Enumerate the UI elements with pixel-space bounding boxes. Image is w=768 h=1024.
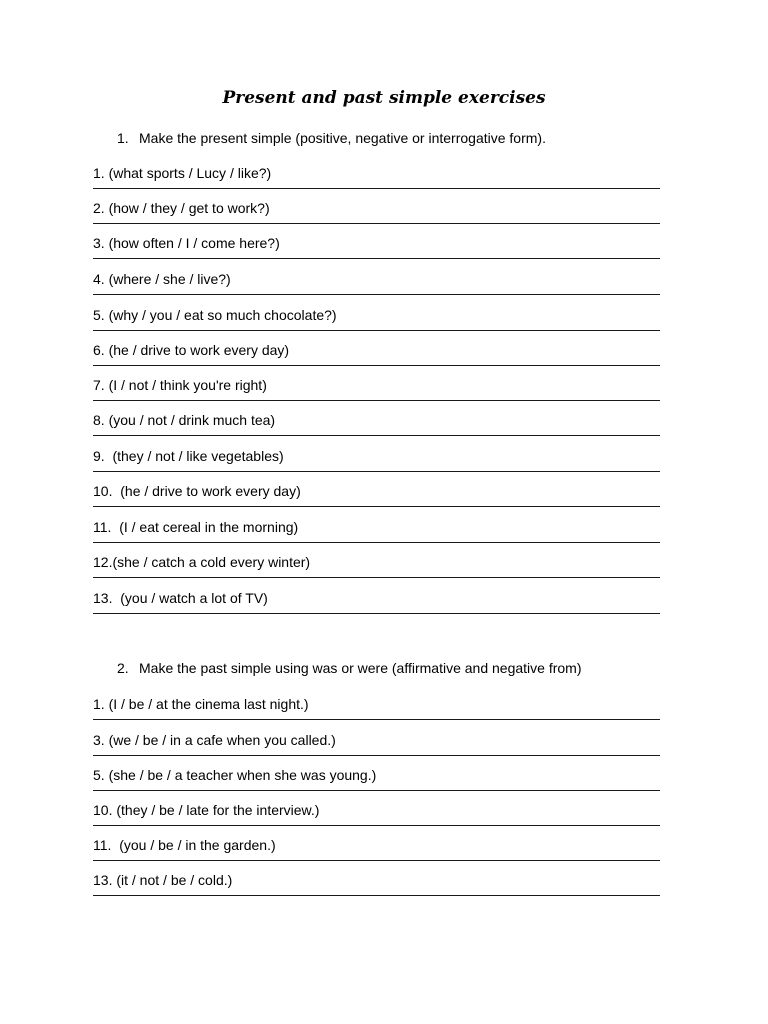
exercise-item — [93, 695, 660, 725]
section-1-heading — [117, 129, 546, 147]
exercise-item — [93, 341, 660, 371]
answer-line[interactable] — [93, 471, 660, 472]
answer-line[interactable] — [93, 755, 660, 756]
answer-line[interactable] — [93, 542, 660, 543]
exercise-prompt: 5. (she / be / a teacher when she was young.) — [93, 767, 377, 783]
answer-line[interactable] — [93, 188, 660, 189]
exercise-item — [93, 306, 660, 336]
exercise-prompt: 3. (how often / I / come here?) — [93, 235, 280, 251]
exercise-prompt: 13. (you / watch a lot of TV) — [93, 590, 268, 606]
answer-line[interactable] — [93, 577, 660, 578]
section-2-number: 2. — [117, 660, 129, 676]
answer-line[interactable] — [93, 719, 660, 720]
answer-line[interactable] — [93, 506, 660, 507]
exercise-prompt: 2. (how / they / get to work?) — [93, 200, 270, 216]
exercise-item — [93, 164, 660, 194]
exercise-item — [93, 589, 660, 619]
answer-line[interactable] — [93, 258, 660, 259]
exercise-prompt: 12.(she / catch a cold every winter) — [93, 554, 311, 570]
exercise-prompt: 1. (I / be / at the cinema last night.) — [93, 696, 309, 712]
exercise-item — [93, 411, 660, 441]
exercise-prompt: 11. (you / be / in the garden.) — [93, 837, 276, 853]
section-2-instruction: Make the past simple using was or were (affirmative and negative from) — [139, 660, 582, 676]
answer-line[interactable] — [93, 223, 660, 224]
exercise-prompt: 3. (we / be / in a cafe when you called.) — [93, 732, 336, 748]
exercise-item — [93, 766, 660, 796]
exercise-item — [93, 518, 660, 548]
exercise-prompt: 1. (what sports / Lucy / like?) — [93, 165, 272, 181]
exercise-prompt: 7. (I / not / think you're right) — [93, 377, 267, 393]
exercise-item — [93, 836, 660, 866]
exercise-item — [93, 447, 660, 477]
exercise-item — [93, 731, 660, 761]
answer-line[interactable] — [93, 860, 660, 861]
section-1-number: 1. — [117, 130, 129, 146]
exercise-prompt: 6. (he / drive to work every day) — [93, 342, 290, 358]
answer-line[interactable] — [93, 435, 660, 436]
section-2-heading — [117, 659, 582, 677]
exercise-item — [93, 553, 660, 583]
answer-line[interactable] — [93, 825, 660, 826]
exercise-prompt: 13. (it / not / be / cold.) — [93, 872, 233, 888]
answer-line[interactable] — [93, 613, 660, 614]
exercise-prompt: 10. (he / drive to work every day) — [93, 483, 301, 499]
answer-line[interactable] — [93, 330, 660, 331]
exercise-item — [93, 234, 660, 264]
answer-line[interactable] — [93, 294, 660, 295]
exercise-item — [93, 199, 660, 229]
exercise-prompt: 8. (you / not / drink much tea) — [93, 412, 276, 428]
answer-line[interactable] — [93, 895, 660, 896]
section-1-instruction: Make the present simple (positive, negative or interrogative form). — [139, 130, 546, 146]
answer-line[interactable] — [93, 365, 660, 366]
exercise-item — [93, 482, 660, 512]
exercise-prompt: 5. (why / you / eat so much chocolate?) — [93, 307, 337, 323]
page-title: Present and past simple exercises — [222, 88, 546, 108]
exercise-item — [93, 871, 660, 901]
exercise-prompt: 11. (I / eat cereal in the morning) — [93, 519, 299, 535]
answer-line[interactable] — [93, 400, 660, 401]
exercise-item — [93, 376, 660, 406]
exercise-prompt: 4. (where / she / live?) — [93, 271, 231, 287]
exercise-prompt: 9. (they / not / like vegetables) — [93, 448, 284, 464]
exercise-item — [93, 801, 660, 831]
answer-line[interactable] — [93, 790, 660, 791]
exercise-prompt: 10. (they / be / late for the interview.) — [93, 802, 320, 818]
exercise-item — [93, 270, 660, 300]
